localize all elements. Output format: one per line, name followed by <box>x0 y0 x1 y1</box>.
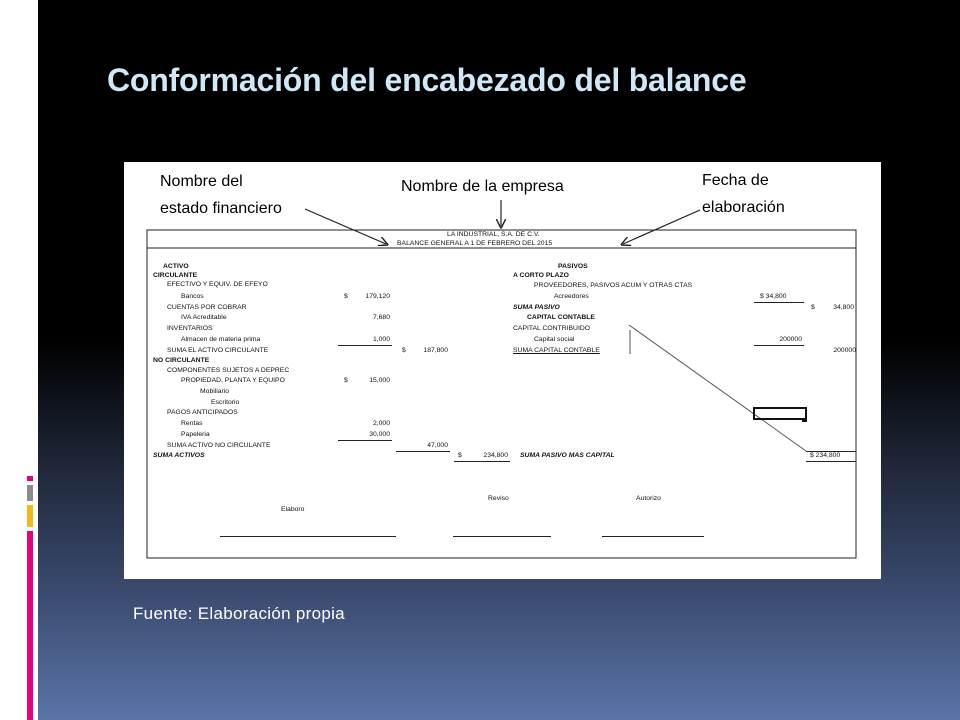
suma-activos-value: 234,800 <box>483 452 508 459</box>
efectivo-label: EFECTIVO Y EQUIV. DE EFEYO <box>167 281 268 288</box>
bancos-currency: $ <box>344 293 348 300</box>
suma-pasivo-capital-label: SUMA PASIVO MAS CAPITAL <box>520 452 615 459</box>
firma-elaboro-line <box>220 536 396 537</box>
arrow-fecha <box>623 210 700 244</box>
propiedad-value: 15,000 <box>369 377 390 384</box>
suma-no-circulante-underline <box>396 451 450 452</box>
callout-fecha: Fecha de elaboración <box>702 172 785 216</box>
suma-capital-label: SUMA CAPITAL CONTABLE <box>513 347 600 354</box>
rentas-label: Rentas <box>181 420 203 427</box>
suma-pasivo-label: SUMA PASIVO <box>513 304 560 311</box>
almacen-underline <box>338 345 392 346</box>
escritorio-label: Escritorio <box>211 399 240 406</box>
suma-no-circulante-value: 47,000 <box>427 442 448 449</box>
company-name: LA INDUSTRIAL, S.A. DE C.V. <box>447 231 540 238</box>
table-border <box>147 230 856 558</box>
accent-bar-magenta <box>27 531 33 720</box>
accent-mark-yellow <box>27 505 33 527</box>
bancos-value: 179,120 <box>365 293 390 300</box>
suma-pasivo-capital-value: $ 234,800 <box>810 452 841 459</box>
suma-pasivo-currency: $ <box>811 304 815 311</box>
capital-contribuido-label: CAPITAL CONTRIBUIDO <box>513 325 591 332</box>
papeleria-value: 30,000 <box>369 431 390 438</box>
suma-pasivo-capital-underline <box>806 461 856 462</box>
pagos-label: PAGOS ANTICIPADOS <box>167 409 238 416</box>
arrow-estado <box>305 209 386 244</box>
suma-capital-value: 200000 <box>833 347 856 354</box>
suma-circulante-label: SUMA EL ACTIVO CIRCULANTE <box>167 347 269 354</box>
circulante-heading: CIRCULANTE <box>153 272 198 279</box>
mobiliario-label: Mobiliario <box>200 388 230 395</box>
capital-social-underline <box>754 345 804 346</box>
inventarios-label: INVENTARIOS <box>167 325 213 332</box>
cuentas-label: CUENTAS POR COBRAR <box>167 304 247 311</box>
suma-no-circulante-label: SUMA ACTIVO NO CIRCULANTE <box>167 442 271 449</box>
firma-elaboro: Elaboro <box>281 506 305 513</box>
corto-plazo-heading: A CORTO PLAZO <box>513 272 569 279</box>
bancos-label: Bancos <box>181 293 204 300</box>
firma-reviso-line <box>453 536 551 537</box>
no-circulante-heading: NO CIRCULANTE <box>153 357 210 364</box>
almacen-value: 1,000 <box>372 336 390 343</box>
proveedores-label: PROVEEDORES, PASIVOS ACUM Y OTRAS CTAS <box>534 282 693 289</box>
rentas-value: 2,000 <box>372 420 390 427</box>
componentes-label: COMPONENTES SUJETOS A DEPREC <box>167 367 290 374</box>
acreedores-underline <box>754 302 804 303</box>
propiedad-currency: $ <box>344 377 348 384</box>
suma-pasivo-value: 34,800 <box>833 304 854 311</box>
capital-social-label: Capital social <box>534 336 575 343</box>
capital-social-value: 200000 <box>779 336 802 343</box>
capital-contable-heading: CAPITAL CONTABLE <box>527 314 595 321</box>
accent-mark-gray <box>27 485 33 501</box>
suma-pasivo-capital-overline <box>806 451 856 452</box>
firma-autorizo-line <box>602 536 704 537</box>
callout-estado-financiero: Nombre del estado financiero <box>160 173 282 217</box>
selection-box <box>754 408 806 419</box>
acreedores-value: $ 34,800 <box>760 293 787 300</box>
suma-activos-currency: $ <box>458 452 462 459</box>
statement-name: BALANCE GENERAL A 1 DE FEBRERO DEL 2015 <box>397 240 553 247</box>
balance-sheet-image <box>124 162 881 579</box>
slide-title: Conformación del encabezado del balance <box>107 62 747 98</box>
propiedad-label: PROPIEDAD, PLANTA Y EQUIPO <box>181 377 285 384</box>
selection-handle <box>802 418 807 422</box>
firma-reviso: Reviso <box>488 495 509 502</box>
source-caption: Fuente: Elaboración propia <box>133 604 345 623</box>
suma-activos-underline <box>454 461 510 462</box>
firma-autorizo: Autorizo <box>636 495 661 502</box>
suma-circulante-currency: $ <box>402 347 406 354</box>
callout-nombre-empresa: Nombre de la empresa <box>401 178 564 195</box>
papeleria-underline <box>338 440 392 441</box>
acreedores-label: Acreedores <box>554 293 589 300</box>
suma-activos-label: SUMA ACTIVOS <box>153 452 205 459</box>
suma-circulante-value: 187,800 <box>423 347 448 354</box>
activo-heading: ACTIVO <box>163 263 189 270</box>
iva-value: 7,680 <box>372 314 390 321</box>
diagonal-line <box>629 325 806 451</box>
pasivos-heading: PASIVOS <box>558 263 588 270</box>
papeleria-label: Papeleria <box>181 431 210 438</box>
almacen-label: Almacen de materia prima <box>181 336 261 343</box>
iva-label: IVA Acreditable <box>181 314 227 321</box>
accent-mark-magenta-small <box>27 476 33 481</box>
